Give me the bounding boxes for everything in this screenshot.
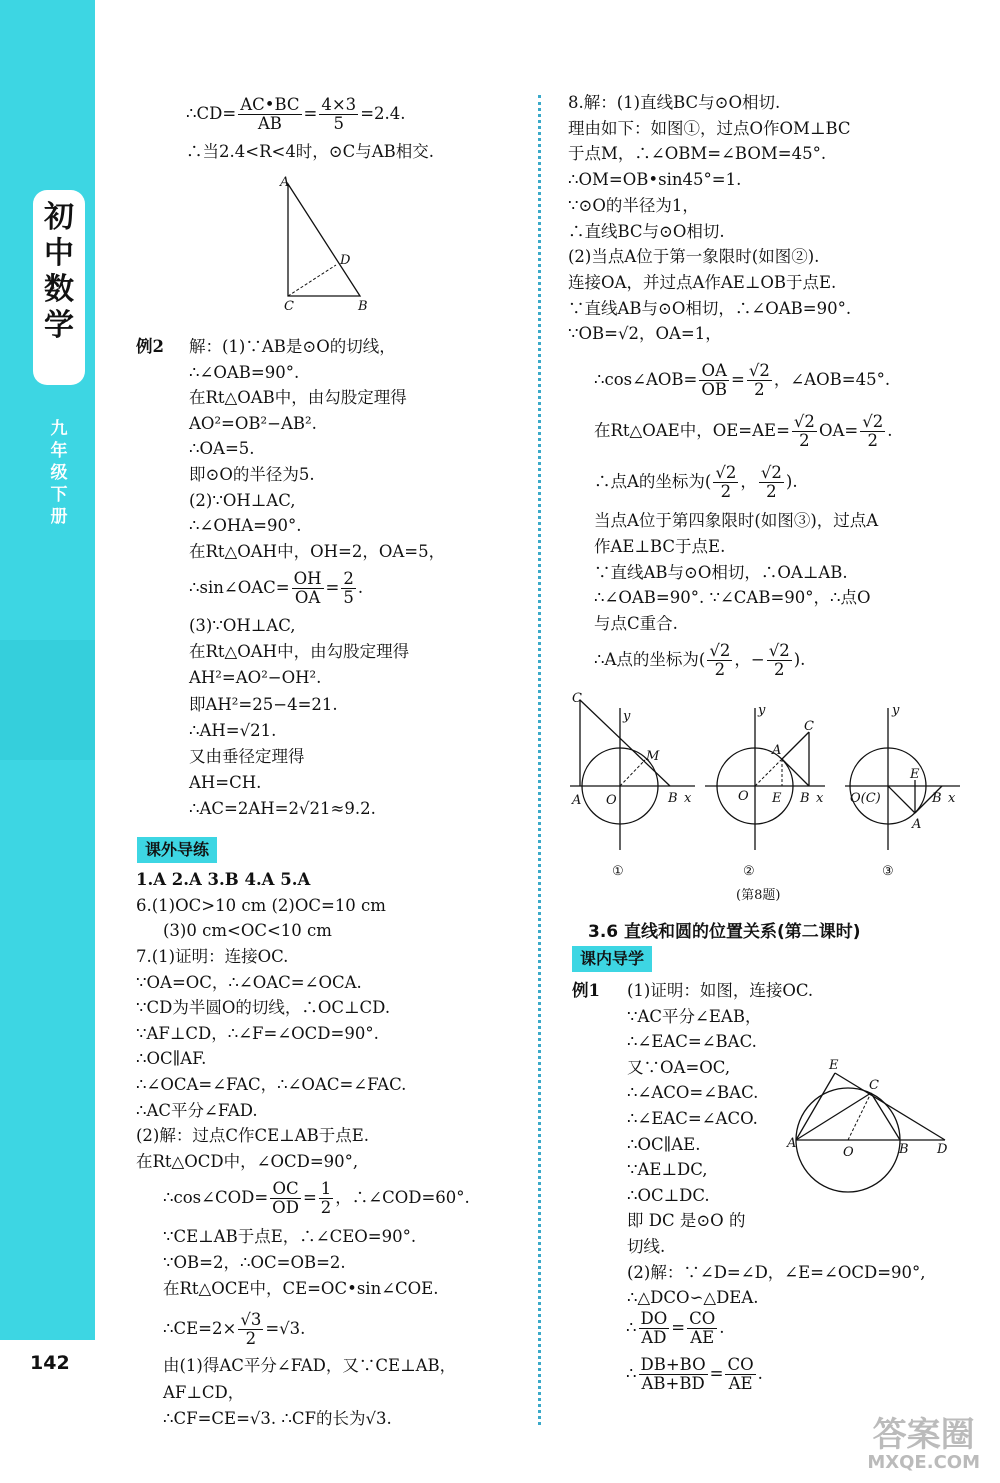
text-line: ∵AE⊥DC,	[627, 1160, 708, 1180]
text-line: ∴OC∥AF.	[136, 1049, 207, 1069]
svg-text:y: y	[758, 703, 766, 718]
svg-text:A: A	[787, 1136, 797, 1151]
svg-text:C: C	[804, 719, 814, 734]
svg-text:M: M	[646, 749, 660, 764]
text-line: 又由垂径定理得	[189, 747, 305, 766]
text-line: ∴OC⊥DC.	[627, 1185, 710, 1205]
spine-title: 初 中 数 学	[44, 200, 74, 343]
svg-text:x: x	[948, 791, 956, 806]
text-line: ∴AH=√21.	[189, 720, 277, 740]
side-band-accent	[0, 640, 95, 760]
text-line: ∴∠OCA=∠FAC，∴∠OAC=∠FAC.	[136, 1075, 407, 1094]
svg-text:B: B	[800, 791, 810, 806]
example1-label: 例1	[572, 981, 600, 1000]
text-line: (3)∵OH⊥AC,	[189, 616, 296, 635]
text-line: ∵CD为半圆O的切线，∴OC⊥CD.	[136, 998, 391, 1018]
text-line: ∴OM=OB•sin45°=1.	[568, 170, 742, 190]
answer-6a: 6.(1)OC>10 cm (2)OC=10 cm	[136, 896, 386, 915]
svg-text:B: B	[358, 299, 368, 312]
text-line: (2)∵OH⊥AC,	[189, 490, 296, 510]
similar-ratio-1: ∴ $\frac{DO}{AD}$ = $\frac{CO}{AE}$ .	[626, 1309, 725, 1347]
ce-formula: ∴CE=2× $\frac{√3}{2}$ =√3.	[163, 1310, 306, 1348]
svg-text:E: E	[772, 791, 782, 806]
text-line: 切线.	[627, 1237, 666, 1256]
text-line: ∵OB=√2，OA=1，	[568, 324, 722, 344]
similar-ratio-2: ∴ $\frac{DB+BO}{AB+BD}$ = $\frac{CO}{AE}$ .	[626, 1355, 763, 1393]
svg-text:B: B	[899, 1142, 909, 1157]
figure-1	[570, 691, 695, 850]
text-line: ∵OA=OC，∴∠OAC=∠OCA.	[136, 972, 362, 992]
text-line: ∴∠OHA=90°.	[189, 516, 302, 536]
triangle-diagram	[270, 172, 370, 312]
figure-label-1: ①	[612, 864, 624, 879]
text-line: ∴∠ACO=∠BAC.	[627, 1083, 759, 1103]
svg-text:O(C): O(C)	[850, 791, 881, 806]
text-line: ∴直线BC与⊙O相切.	[568, 221, 725, 241]
text-line: 于点M，∴∠OBM=∠BOM=45°.	[568, 144, 827, 164]
svg-text:A: A	[280, 175, 290, 190]
figure-set-q8	[560, 690, 970, 870]
watermark	[867, 1417, 980, 1473]
cd-formula: ∴CD= $\frac{AC•BC}{AB}$ = $\frac{4\times 3}{5}$ =2.4.	[186, 95, 406, 133]
svg-text:C: C	[869, 1078, 879, 1093]
text-line: ∵直线AB与⊙O相切，∴OA⊥AB.	[594, 562, 848, 582]
section-tag-2: 课内导学	[572, 946, 652, 972]
text-line: ∴∠EAC=∠ACO.	[627, 1109, 758, 1128]
text-line: 8.解：(1)直线BC与⊙O相切.	[568, 93, 781, 112]
text-line: 当点A位于第四象限时(如图③)，过点A	[594, 511, 879, 530]
svg-text:A: A	[912, 817, 922, 832]
text-line: ∴OA=5.	[189, 439, 255, 459]
text-line: 作AE⊥BC于点E.	[594, 536, 726, 556]
text-line: 即⊙O的半径为5.	[189, 465, 315, 484]
answers-1-5: 1.A 2.A 3.B 4.A 5.A	[136, 870, 311, 889]
coord-a-fourth: ∴A点的坐标为( $\frac{√2}{2}$ ，− $\frac{√2}{2}$ ).	[594, 641, 806, 679]
sin-formula: ∴sin∠OAC= $\frac{OH}{OA}$ = $\frac{2}{5}$ .	[189, 569, 364, 607]
text-line: ∵AC平分∠EAB，	[627, 1006, 762, 1026]
text-line: ∴OC∥AE.	[627, 1134, 701, 1154]
svg-text:O: O	[738, 789, 749, 804]
text-line: ∵CE⊥AB于点E，∴∠CEO=90°.	[163, 1227, 417, 1246]
cos-aob-formula: ∴cos∠AOB= $\frac{OA}{OB}$ = $\frac{√2}{2}$ ，∠AOB=45°.	[594, 361, 891, 399]
svg-text:D: D	[937, 1142, 948, 1157]
watermark-logo: 答案圈	[872, 1415, 975, 1455]
text-line: ∴当2.4<R<4时，⊙C与AB相交.	[186, 142, 435, 161]
text-line: (2)当点A位于第一象限时(如图②).	[568, 247, 820, 267]
text-line: 连接OA，并过点A作AE⊥OB于点E.	[568, 272, 837, 292]
text-line: AH=CH.	[189, 773, 262, 793]
text-line: ∴∠OAB=90°. ∵∠CAB=90°，∴点O	[594, 588, 871, 608]
text-line: 理由如下：如图①，过点O作OM⊥BC	[568, 118, 851, 138]
answer-6b: (3)0 cm<OC<10 cm	[163, 921, 332, 940]
text-line: AO²=OB²−AB².	[189, 413, 317, 433]
text-line: 7.(1)证明：连接OC.	[136, 947, 289, 966]
text-line: AF⊥CD，	[163, 1382, 245, 1402]
text-line: ∵⊙O的半径为1，	[568, 195, 699, 215]
svg-text:B: B	[932, 791, 942, 806]
spine-subtitle: 九 年 级 下 册	[50, 419, 68, 527]
example-label: 例2	[136, 337, 164, 356]
circle-tangent-diagram	[785, 1055, 955, 1195]
figure-3	[845, 703, 960, 850]
svg-text:E: E	[829, 1058, 839, 1073]
section-tag: 课外导练	[137, 837, 217, 863]
text-line: ∴AC=2AH=2√21≈9.2.	[189, 799, 376, 819]
section-title: 3.6 直线和圆的位置关系(第二课时)	[588, 922, 861, 942]
text-line: 在Rt△OAH中，OH=2，OA=5，	[189, 541, 446, 561]
text-line: 由(1)得AC平分∠FAD，又∵CE⊥AB，	[163, 1356, 457, 1375]
cos-formula: ∴cos∠COD= $\frac{OC}{OD}$ = $\frac{1}{2}$ ，∴∠COD=60°.	[163, 1179, 470, 1217]
text-line: ∴CF=CE=√3. ∴CF的长为√3.	[163, 1409, 392, 1428]
svg-text:x: x	[684, 791, 692, 806]
svg-text:x: x	[816, 791, 824, 806]
text-line: ∴△DCO∽△DEA.	[627, 1288, 759, 1308]
svg-text:O: O	[606, 793, 617, 808]
text-line: (2)解：∵∠D=∠D，∠E=∠OCD=90°,	[627, 1262, 926, 1282]
svg-text:B: B	[668, 791, 678, 806]
text-line: ∴∠EAC=∠BAC.	[627, 1032, 757, 1052]
svg-text:A: A	[772, 743, 782, 758]
text-line: AH²=AO²−OH².	[189, 668, 322, 688]
figure-label-3: ③	[882, 864, 894, 879]
text-line: ∴AC平分∠FAD.	[136, 1100, 258, 1120]
text-line: 在Rt△OAH中，由勾股定理得	[189, 642, 410, 662]
text-line: ∵AF⊥CD，∴∠F=∠OCD=90°.	[136, 1023, 379, 1043]
svg-text:C: C	[284, 299, 294, 312]
column-divider	[538, 95, 541, 1425]
text-line: ∵直线AB与⊙O相切，∴∠OAB=90°.	[568, 298, 852, 318]
svg-text:E: E	[910, 767, 920, 782]
svg-text:y: y	[892, 703, 900, 718]
svg-text:C: C	[572, 691, 582, 706]
text-line: (1)证明：如图，连接OC.	[627, 981, 814, 1000]
oe-ae-formula: 在Rt△OAE中，OE=AE= $\frac{√2}{2}$ OA= $\frac{√2}{2}$ .	[594, 412, 893, 450]
svg-text:A: A	[572, 793, 582, 808]
text-line: 即 DC 是⊙O 的	[627, 1211, 746, 1231]
page-number: 142	[30, 1352, 70, 1374]
svg-text:D: D	[340, 253, 351, 268]
svg-text:O: O	[843, 1145, 854, 1160]
figure-caption: (第8题)	[736, 888, 781, 903]
svg-text:y: y	[623, 709, 631, 724]
text-line: 在Rt△OCD中，∠OCD=90°,	[136, 1151, 359, 1171]
text-line: 在Rt△OAB中，由勾股定理得	[189, 388, 407, 408]
text-line: 与点C重合.	[594, 614, 678, 634]
text-line: 即AH²=25−4=21.	[189, 694, 338, 714]
text-line: 又∵OA=OC,	[627, 1057, 731, 1077]
watermark-url: MXQE.COM	[867, 1452, 980, 1473]
text-line: ∴∠OAB=90°.	[189, 362, 300, 382]
text-line: 解：(1)∵AB是⊙O的切线，	[189, 337, 396, 356]
text-line: (2)解：过点C作CE⊥AB于点E.	[136, 1126, 370, 1146]
coord-a-first: ∴点A的坐标为( $\frac{√2}{2}$ ， $\frac{√2}{2}$ ).	[594, 463, 798, 501]
text-line: 在Rt△OCE中，CE=OC•sin∠COE.	[163, 1279, 439, 1298]
text-line: ∵OB=2，∴OC=OB=2.	[163, 1253, 346, 1272]
figure-label-2: ②	[743, 864, 755, 879]
figure-2	[705, 703, 825, 850]
